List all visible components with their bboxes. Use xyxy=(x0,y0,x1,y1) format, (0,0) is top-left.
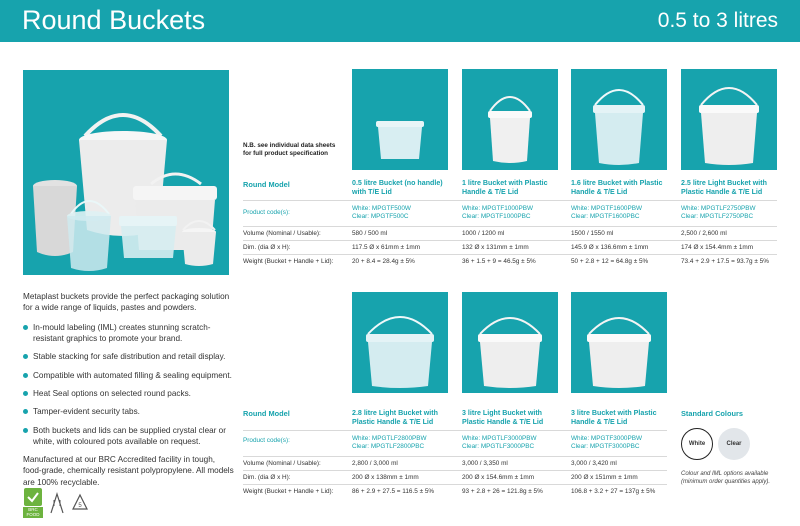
product-dimensions: 200 Ø x 154.6mm ± 1mm xyxy=(462,474,535,481)
bullet-icon xyxy=(23,391,28,396)
product-name: 2.8 litre Light Bucket with Plastic Handle & T/E Lid xyxy=(352,409,438,426)
divider xyxy=(243,430,667,431)
hero-image xyxy=(23,70,229,275)
feature-item: Compatible with automated filling & sealing equipment. xyxy=(23,370,235,381)
svg-text:5: 5 xyxy=(78,503,82,509)
bullet-icon xyxy=(23,409,28,414)
label-volume: Volume (Nominal / Usable): xyxy=(243,230,321,237)
page-title: Round Buckets xyxy=(22,5,206,35)
label-weight: Weight (Bucket + Handle + Lid): xyxy=(243,488,334,495)
feature-item: Tamper-evident security tabs. xyxy=(23,406,235,417)
feature-item: In-mould labeling (IML) creates stunning scratch-resistant graphics to promote your brand. xyxy=(23,322,235,345)
food-safe-icon xyxy=(49,492,65,514)
certification-icons xyxy=(23,488,89,518)
product-weight: 20 + 8.4 = 28.4g ± 5% xyxy=(352,258,415,265)
product-image-2.5l xyxy=(681,69,777,170)
brc-food-tag: BRC FOOD xyxy=(23,507,43,518)
brc-food-logo xyxy=(23,488,43,518)
product-name: 1.6 litre Bucket with Plastic Handle & T/E Lid xyxy=(571,179,663,196)
product-code-white: White: MPGTLF2800PBW xyxy=(352,435,427,442)
white-bucket-illustration xyxy=(462,292,558,393)
label-product-codes: Product code(s): xyxy=(243,209,290,216)
product-code-clear: Clear: MPGTF1600PBC xyxy=(571,213,640,220)
clear-swatch: Clear xyxy=(718,428,750,460)
product-dimensions: 200 Ø x 138mm ± 1mm xyxy=(352,474,419,481)
product-code-white: White: MPGTF1000PBW xyxy=(462,205,534,212)
clear-tub-illustration xyxy=(352,69,448,170)
white-bucket-illustration xyxy=(571,292,667,393)
product-name: 3 litre Light Bucket with Plastic Handle & T/E Lid xyxy=(462,409,544,426)
divider xyxy=(243,200,777,201)
product-volume: 3,000 / 3,420 ml xyxy=(571,460,617,467)
product-name: 2.5 litre Light Bucket with Plastic Handle & T/E Lid xyxy=(681,179,767,196)
product-code-clear: Clear: MPGTLF2750PBC xyxy=(681,213,754,220)
bucket-group-illustration xyxy=(23,70,229,275)
nb-note: N.B. see individual data sheets for full product specification xyxy=(243,142,336,158)
product-weight: 36 + 1.5 + 9 = 46.5g ± 5% xyxy=(462,258,536,265)
label-product-codes: Product code(s): xyxy=(243,437,290,444)
product-volume: 580 / 500 ml xyxy=(352,230,388,237)
product-code-clear: Clear: MPGTF500C xyxy=(352,213,409,220)
product-code-white: White: MPGTLF3000PBW xyxy=(462,435,537,442)
standard-colours-title: Standard Colours xyxy=(681,409,744,418)
recycling-icon xyxy=(71,493,89,513)
product-volume: 1000 / 1200 ml xyxy=(462,230,505,237)
white-swatch: White xyxy=(681,428,713,460)
white-bucket-illustration xyxy=(462,69,558,170)
product-volume: 2,500 / 2,600 ml xyxy=(681,230,727,237)
feature-list xyxy=(23,322,235,448)
product-volume: 2,800 / 3,000 ml xyxy=(352,460,398,467)
feature-item: Stable stacking for safe distribution and retail display. xyxy=(23,351,235,362)
product-weight: 106.8 + 3.2 + 27 = 137g ± 5% xyxy=(571,488,656,495)
product-image-0.5l xyxy=(352,69,448,170)
label-weight: Weight (Bucket + Handle + Lid): xyxy=(243,258,334,265)
colour-options-note: Colour and IML options available (minimum order quantities apply). xyxy=(681,471,771,485)
clear-bucket-illustration xyxy=(571,69,667,170)
product-image-2.8l xyxy=(352,292,448,393)
divider xyxy=(243,226,777,227)
intro-text xyxy=(23,291,235,488)
product-code-clear: Clear: MPGTLF3000PBC xyxy=(462,443,535,450)
check-leaf-icon xyxy=(24,488,42,506)
bullet-icon xyxy=(23,373,28,378)
product-volume: 1500 / 1550 ml xyxy=(571,230,614,237)
feature-item: Both buckets and lids can be supplied crystal clear or white, with coloured pots available on request. xyxy=(23,425,235,448)
product-dimensions: 132 Ø x 131mm ± 1mm xyxy=(462,244,529,251)
product-dimensions: 174 Ø x 154.4mm ± 1mm xyxy=(681,244,754,251)
product-name: 1 litre Bucket with Plastic Handle & T/E Lid xyxy=(462,179,548,196)
product-code-clear: Clear: MPGTF3000PBC xyxy=(571,443,640,450)
bullet-icon xyxy=(23,325,28,330)
divider xyxy=(243,254,777,255)
divider xyxy=(243,470,667,471)
product-weight: 73.4 + 2.9 + 17.5 = 93.7g ± 5% xyxy=(681,258,769,265)
product-name: 0.5 litre Bucket (no handle) with T/E Lid xyxy=(352,179,443,196)
product-weight: 50 + 2.8 + 12 = 64.8g ± 5% xyxy=(571,258,649,265)
white-bucket-illustration xyxy=(681,69,777,170)
bullet-icon xyxy=(23,354,28,359)
divider xyxy=(243,484,667,485)
product-code-clear: Clear: MPGTLF2800PBC xyxy=(352,443,425,450)
label-round-model: Round Model xyxy=(243,409,290,418)
product-code-clear: Clear: MPGTF1000PBC xyxy=(462,213,531,220)
product-weight: 93 + 2.8 + 26 = 121.8g ± 5% xyxy=(462,488,543,495)
product-name: 3 litre Bucket with Plastic Handle & T/E Lid xyxy=(571,409,657,426)
product-dimensions: 200 Ø x 151mm ± 1mm xyxy=(571,474,638,481)
product-code-white: White: MPGTLF2750PBW xyxy=(681,205,756,212)
product-dimensions: 117.5 Ø x 61mm ± 1mm xyxy=(352,244,421,251)
product-volume: 3,000 / 3,350 ml xyxy=(462,460,508,467)
product-image-1l xyxy=(462,69,558,170)
divider xyxy=(243,456,667,457)
divider xyxy=(243,240,777,241)
label-dimensions: Dim. (dia Ø x H): xyxy=(243,244,291,251)
label-dimensions: Dim. (dia Ø x H): xyxy=(243,474,291,481)
product-image-3l xyxy=(571,292,667,393)
capacity-range: 0.5 to 3 litres xyxy=(657,9,778,32)
header-bar xyxy=(0,0,800,42)
product-code-white: White: MPGTF500W xyxy=(352,205,411,212)
product-code-white: White: MPGTF3000PBW xyxy=(571,435,643,442)
product-dimensions: 145.9 Ø x 136.6mm ± 1mm xyxy=(571,244,649,251)
label-round-model: Round Model xyxy=(243,180,290,189)
product-weight: 86 + 2.9 + 27.5 = 116.5 ± 5% xyxy=(352,488,435,495)
label-volume: Volume (Nominal / Usable): xyxy=(243,460,321,467)
intro-lead: Metaplast buckets provide the perfect packaging solution for a wide range of liquids, pastes and powders. xyxy=(23,292,230,313)
product-image-3l-light xyxy=(462,292,558,393)
manufacturing-note: Manufactured at our BRC Accredited facility in tough, food-grade, chemically resistant polypropylene. All models are 100% recyclable. xyxy=(23,455,234,487)
feature-item: Heat Seal options on selected round packs. xyxy=(23,388,235,399)
bullet-icon xyxy=(23,428,28,433)
clear-bucket-illustration xyxy=(352,292,448,393)
product-image-1.6l xyxy=(571,69,667,170)
product-code-white: White: MPGTF1600PBW xyxy=(571,205,643,212)
